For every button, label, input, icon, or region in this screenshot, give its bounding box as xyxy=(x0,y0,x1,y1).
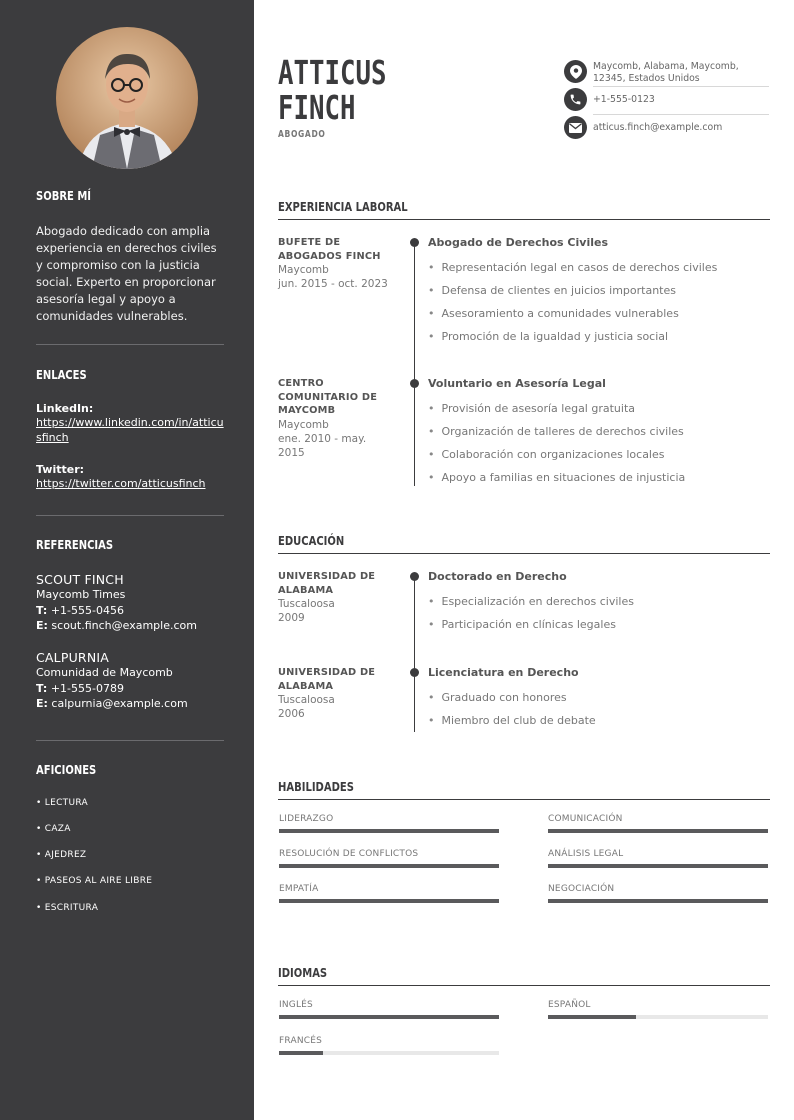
section-rule xyxy=(278,219,770,220)
skill-bar-fill xyxy=(279,864,499,868)
language-item xyxy=(279,1036,499,1056)
languages-heading: IDIOMAS xyxy=(278,965,328,980)
skill-bar-fill xyxy=(279,899,499,903)
reference-email: scout.finch@example.com xyxy=(51,619,197,632)
skill-label: LIDERAZGO xyxy=(279,814,334,824)
about-text: Abogado dedicado con amplia experiencia en derechos civiles y compromiso con la justicia social. Experto en proporcionar asesoría legal y apoyo a comunidades vulnerables. xyxy=(36,224,217,323)
section-rule xyxy=(278,553,770,554)
skill-bar-track xyxy=(548,829,768,833)
experience-org-block xyxy=(278,236,390,291)
hobby-item: • LECTURA xyxy=(36,798,88,808)
divider xyxy=(36,740,224,741)
reference-name: CALPURNIA xyxy=(36,650,110,665)
skills-heading: HABILIDADES xyxy=(278,779,354,794)
hobbies-list xyxy=(36,798,224,918)
skill-item xyxy=(548,849,768,869)
twitter-label: Twitter: xyxy=(36,463,85,476)
bullet-item: • Participación en clínicas legales xyxy=(428,618,616,631)
language-label: INGLÉS xyxy=(279,1000,313,1010)
full-name xyxy=(278,55,386,125)
education-timeline xyxy=(414,576,415,732)
hobby-item: • PASEOS AL AIRE LIBRE xyxy=(36,876,153,886)
reference-item xyxy=(36,572,224,634)
references-heading: REFERENCIAS xyxy=(36,537,114,552)
skill-item xyxy=(279,849,499,869)
org-name: UNIVERSIDAD DE ALABAMA xyxy=(278,571,376,596)
skill-bar-fill xyxy=(548,829,768,833)
contact-email xyxy=(564,116,769,140)
degree-title: Doctorado en Derecho xyxy=(428,570,567,583)
language-bar-fill xyxy=(279,1015,499,1019)
linkedin-label: LinkedIn: xyxy=(36,402,94,415)
reference-org: Maycomb Times xyxy=(36,588,126,601)
org-dates: ene. 2010 - may. 2015 xyxy=(278,432,367,459)
skill-label: ANÁLISIS LEGAL xyxy=(548,849,624,859)
skill-bar-fill xyxy=(548,899,768,903)
skill-bar-track xyxy=(279,899,499,903)
hobby-item: • AJEDREZ xyxy=(36,850,87,860)
phone-label: T: xyxy=(36,681,48,695)
timeline-dot xyxy=(410,668,419,677)
timeline-dot xyxy=(410,238,419,247)
language-bar-fill xyxy=(548,1015,636,1019)
language-label: ESPAÑOL xyxy=(548,1000,591,1010)
org-name: CENTRO COMUNITARIO DE MAYCOMB xyxy=(278,378,378,416)
skill-item xyxy=(548,814,768,834)
section-rule xyxy=(278,799,770,800)
skill-bar-fill xyxy=(279,829,499,833)
email-text[interactable]: atticus.finch@example.com xyxy=(593,122,723,133)
main-content xyxy=(254,0,794,1120)
bullet-item: • Defensa de clientes en juicios importantes xyxy=(428,284,676,297)
education-org-block xyxy=(278,666,390,721)
degree-title: Licenciatura en Derecho xyxy=(428,666,579,679)
reference-org: Comunidad de Maycomb xyxy=(36,666,173,679)
hobby-item: • CAZA xyxy=(36,824,71,834)
skill-bar-fill xyxy=(548,864,768,868)
divider xyxy=(36,515,224,516)
org-dates: 2006 xyxy=(278,708,305,720)
bullet-item: • Apoyo a familias en situaciones de injusticia xyxy=(428,471,685,484)
contact-phone xyxy=(564,88,769,114)
bullet-item: • Especialización en derechos civiles xyxy=(428,595,634,608)
bullet-item: • Provisión de asesoría legal gratuita xyxy=(428,402,635,415)
org-dates: 2009 xyxy=(278,612,305,624)
link-twitter xyxy=(36,463,224,491)
org-name: UNIVERSIDAD DE ALABAMA xyxy=(278,667,376,692)
skill-bar-track xyxy=(548,899,768,903)
org-location: Maycomb xyxy=(278,418,329,431)
first-name: ATTICUS xyxy=(278,53,387,92)
phone-icon xyxy=(564,88,587,111)
org-location: Maycomb xyxy=(278,264,329,276)
profile-photo xyxy=(56,27,198,169)
bullet-item: • Miembro del club de debate xyxy=(428,714,596,727)
org-location: Tuscaloosa xyxy=(278,694,335,706)
skill-bar-track xyxy=(548,864,768,868)
reference-name: SCOUT FINCH xyxy=(36,572,124,587)
reference-phone: +1-555-0789 xyxy=(50,681,124,695)
hobbies-heading: AFICIONES xyxy=(36,762,97,777)
job-title: ABOGADO xyxy=(278,129,326,140)
contact-divider xyxy=(593,86,769,87)
education-heading: EDUCACIÓN xyxy=(278,533,345,548)
contact-divider xyxy=(593,114,769,115)
about-heading: SOBRE MÍ xyxy=(36,188,92,203)
bullet-item: • Graduado con honores xyxy=(428,691,567,704)
location-pin-icon xyxy=(564,60,587,83)
phone-label: T: xyxy=(36,603,48,617)
sidebar xyxy=(0,0,254,1120)
language-label: FRANCÉS xyxy=(279,1036,323,1046)
links-heading: ENLACES xyxy=(36,367,87,382)
skill-bar-track xyxy=(279,864,499,868)
org-name: BUFETE DE ABOGADOS FINCH xyxy=(278,237,381,262)
skill-label: COMUNICACIÓN xyxy=(548,814,623,824)
reference-email: calpurnia@example.com xyxy=(51,697,188,710)
skill-bar-track xyxy=(279,829,499,833)
linkedin-link[interactable]: https://www.linkedin.com/in/atticusfinch xyxy=(36,416,224,444)
hobby-item: • ESCRITURA xyxy=(36,903,99,913)
org-location: Tuscaloosa xyxy=(278,598,335,610)
skill-item xyxy=(279,884,499,904)
language-bar-track xyxy=(279,1051,499,1055)
envelope-icon xyxy=(564,116,587,139)
skill-item xyxy=(548,884,768,904)
role-title: Voluntario en Asesoría Legal xyxy=(428,377,606,390)
bullet-item: • Organización de talleres de derechos civiles xyxy=(428,425,684,438)
skill-label: NEGOCIACIÓN xyxy=(548,884,615,894)
phone-text: +1-555-0123 xyxy=(593,94,655,105)
about-section xyxy=(36,188,224,203)
org-dates: jun. 2015 - oct. 2023 xyxy=(278,278,388,290)
timeline-dot xyxy=(410,379,419,388)
address-text: Maycomb, Alabama, Maycomb, 12345, Estados Unidos xyxy=(593,61,739,84)
email-label: E: xyxy=(36,619,48,632)
contact-address xyxy=(564,60,769,86)
skill-label: EMPATÍA xyxy=(279,884,319,894)
reference-item xyxy=(36,650,224,712)
experience-org-block xyxy=(278,377,390,460)
role-title: Abogado de Derechos Civiles xyxy=(428,236,608,249)
experience-timeline xyxy=(414,242,415,486)
bullet-item: • Promoción de la igualdad y justicia social xyxy=(428,330,668,343)
skill-item xyxy=(279,814,499,834)
last-name: FINCH xyxy=(278,88,356,127)
language-item xyxy=(548,1000,768,1020)
education-org-block xyxy=(278,570,390,625)
skill-label: RESOLUCIÓN DE CONFLICTOS xyxy=(279,849,419,859)
section-rule xyxy=(278,985,770,986)
bullet-item: • Asesoramiento a comunidades vulnerables xyxy=(428,307,679,320)
bullet-item: • Representación legal en casos de derechos civiles xyxy=(428,261,717,274)
reference-phone: +1-555-0456 xyxy=(50,603,124,617)
divider xyxy=(36,344,224,345)
bullet-item: • Colaboración con organizaciones locales xyxy=(428,448,665,461)
twitter-link[interactable]: https://twitter.com/atticusfinch xyxy=(36,477,206,490)
timeline-dot xyxy=(410,572,419,581)
language-item xyxy=(279,1000,499,1020)
email-label: E: xyxy=(36,697,48,710)
language-bar-track xyxy=(548,1015,768,1019)
experience-heading: EXPERIENCIA LABORAL xyxy=(278,199,408,214)
language-bar-track xyxy=(279,1015,499,1019)
language-bar-fill xyxy=(279,1051,323,1055)
link-linkedin xyxy=(36,402,224,445)
